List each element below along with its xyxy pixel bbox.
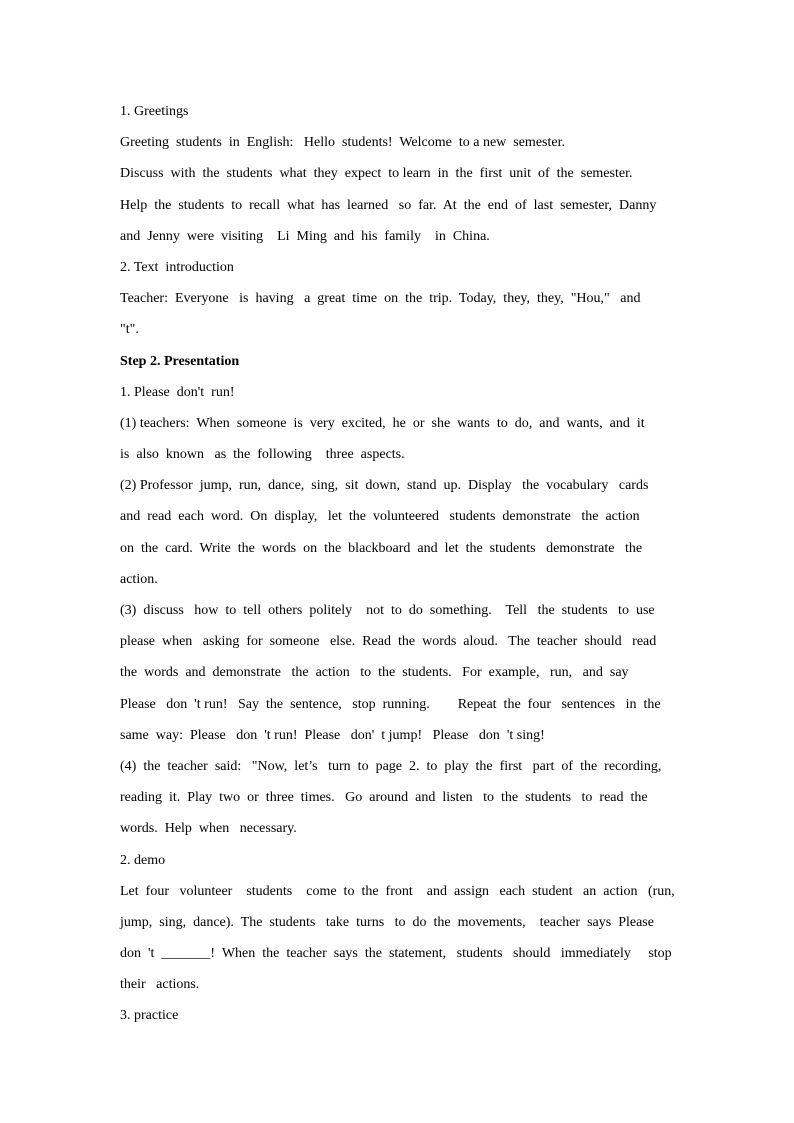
text-line: Help the students to recall what has learned so far. At the end of last semester, Danny [120, 197, 657, 213]
text-line: the words and demonstrate the action to the students. For example, run, and say [120, 665, 629, 681]
text-line: and Jenny were visiting Li Ming and his family in China. [120, 228, 490, 244]
document-page [120, 100, 680, 1036]
text-line: (1) teachers: When someone is very excited, he or she wants to do, and wants, and it [120, 415, 645, 431]
text-line: 2. demo [120, 852, 166, 868]
text-line: (4) the teacher said: "Now, let’s turn to page 2. to play the first part of the recording, [120, 758, 662, 774]
text-line: same way: Please don 't run! Please don' t jump! Please don 't sing! [120, 727, 545, 743]
text-line: jump, sing, dance). The students take turns to do the movements, teacher says Please [120, 914, 654, 930]
text-line: 1. Greetings [120, 104, 189, 119]
section-heading: Step 2. Presentation [120, 353, 240, 369]
text-line: words. Help when necessary. [120, 821, 297, 837]
text-line: their actions. [120, 977, 200, 993]
text-line: (3) discuss how to tell others politely not to do something. Tell the students to use [120, 603, 655, 618]
text-line: (2) Professor jump, run, dance, sing, sit down, stand up. Display the vocabulary cards [120, 478, 649, 494]
text-line: 3. practice [120, 1008, 179, 1024]
text-line: Let four volunteer students come to the front and assign each student an action (run, [120, 883, 675, 899]
text-line: and read each word. On display, let the volunteered students demonstrate the action [120, 509, 640, 525]
text-line: Discuss with the students what they expect to learn in the first unit of the semester. [120, 166, 633, 182]
text-line: reading it. Play two or three times. Go around and listen to the students to read the [120, 790, 648, 806]
text-line: action. [120, 571, 158, 587]
text-line: is also known as the following three aspects. [120, 447, 405, 463]
text-line: 2. Text introduction [120, 259, 234, 275]
text-line: "t". [120, 322, 139, 338]
text-line: Greeting students in English: Hello students! Welcome to a new semester. [120, 135, 565, 151]
text-line: Please don 't run! Say the sentence, stop running. Repeat the four sentences in the [120, 696, 661, 712]
text-line: 1. Please don't run! [120, 384, 235, 400]
text-line: don 't _______! When the teacher says the statement, students should immediately stop [120, 946, 672, 962]
text-line: on the card. Write the words on the blackboard and let the students demonstrate the [120, 540, 643, 556]
text-line: please when asking for someone else. Read the words aloud. The teacher should read [120, 634, 657, 650]
text-line: Teacher: Everyone is having a great time on the trip. Today, they, they, "Hou," and [120, 291, 641, 307]
